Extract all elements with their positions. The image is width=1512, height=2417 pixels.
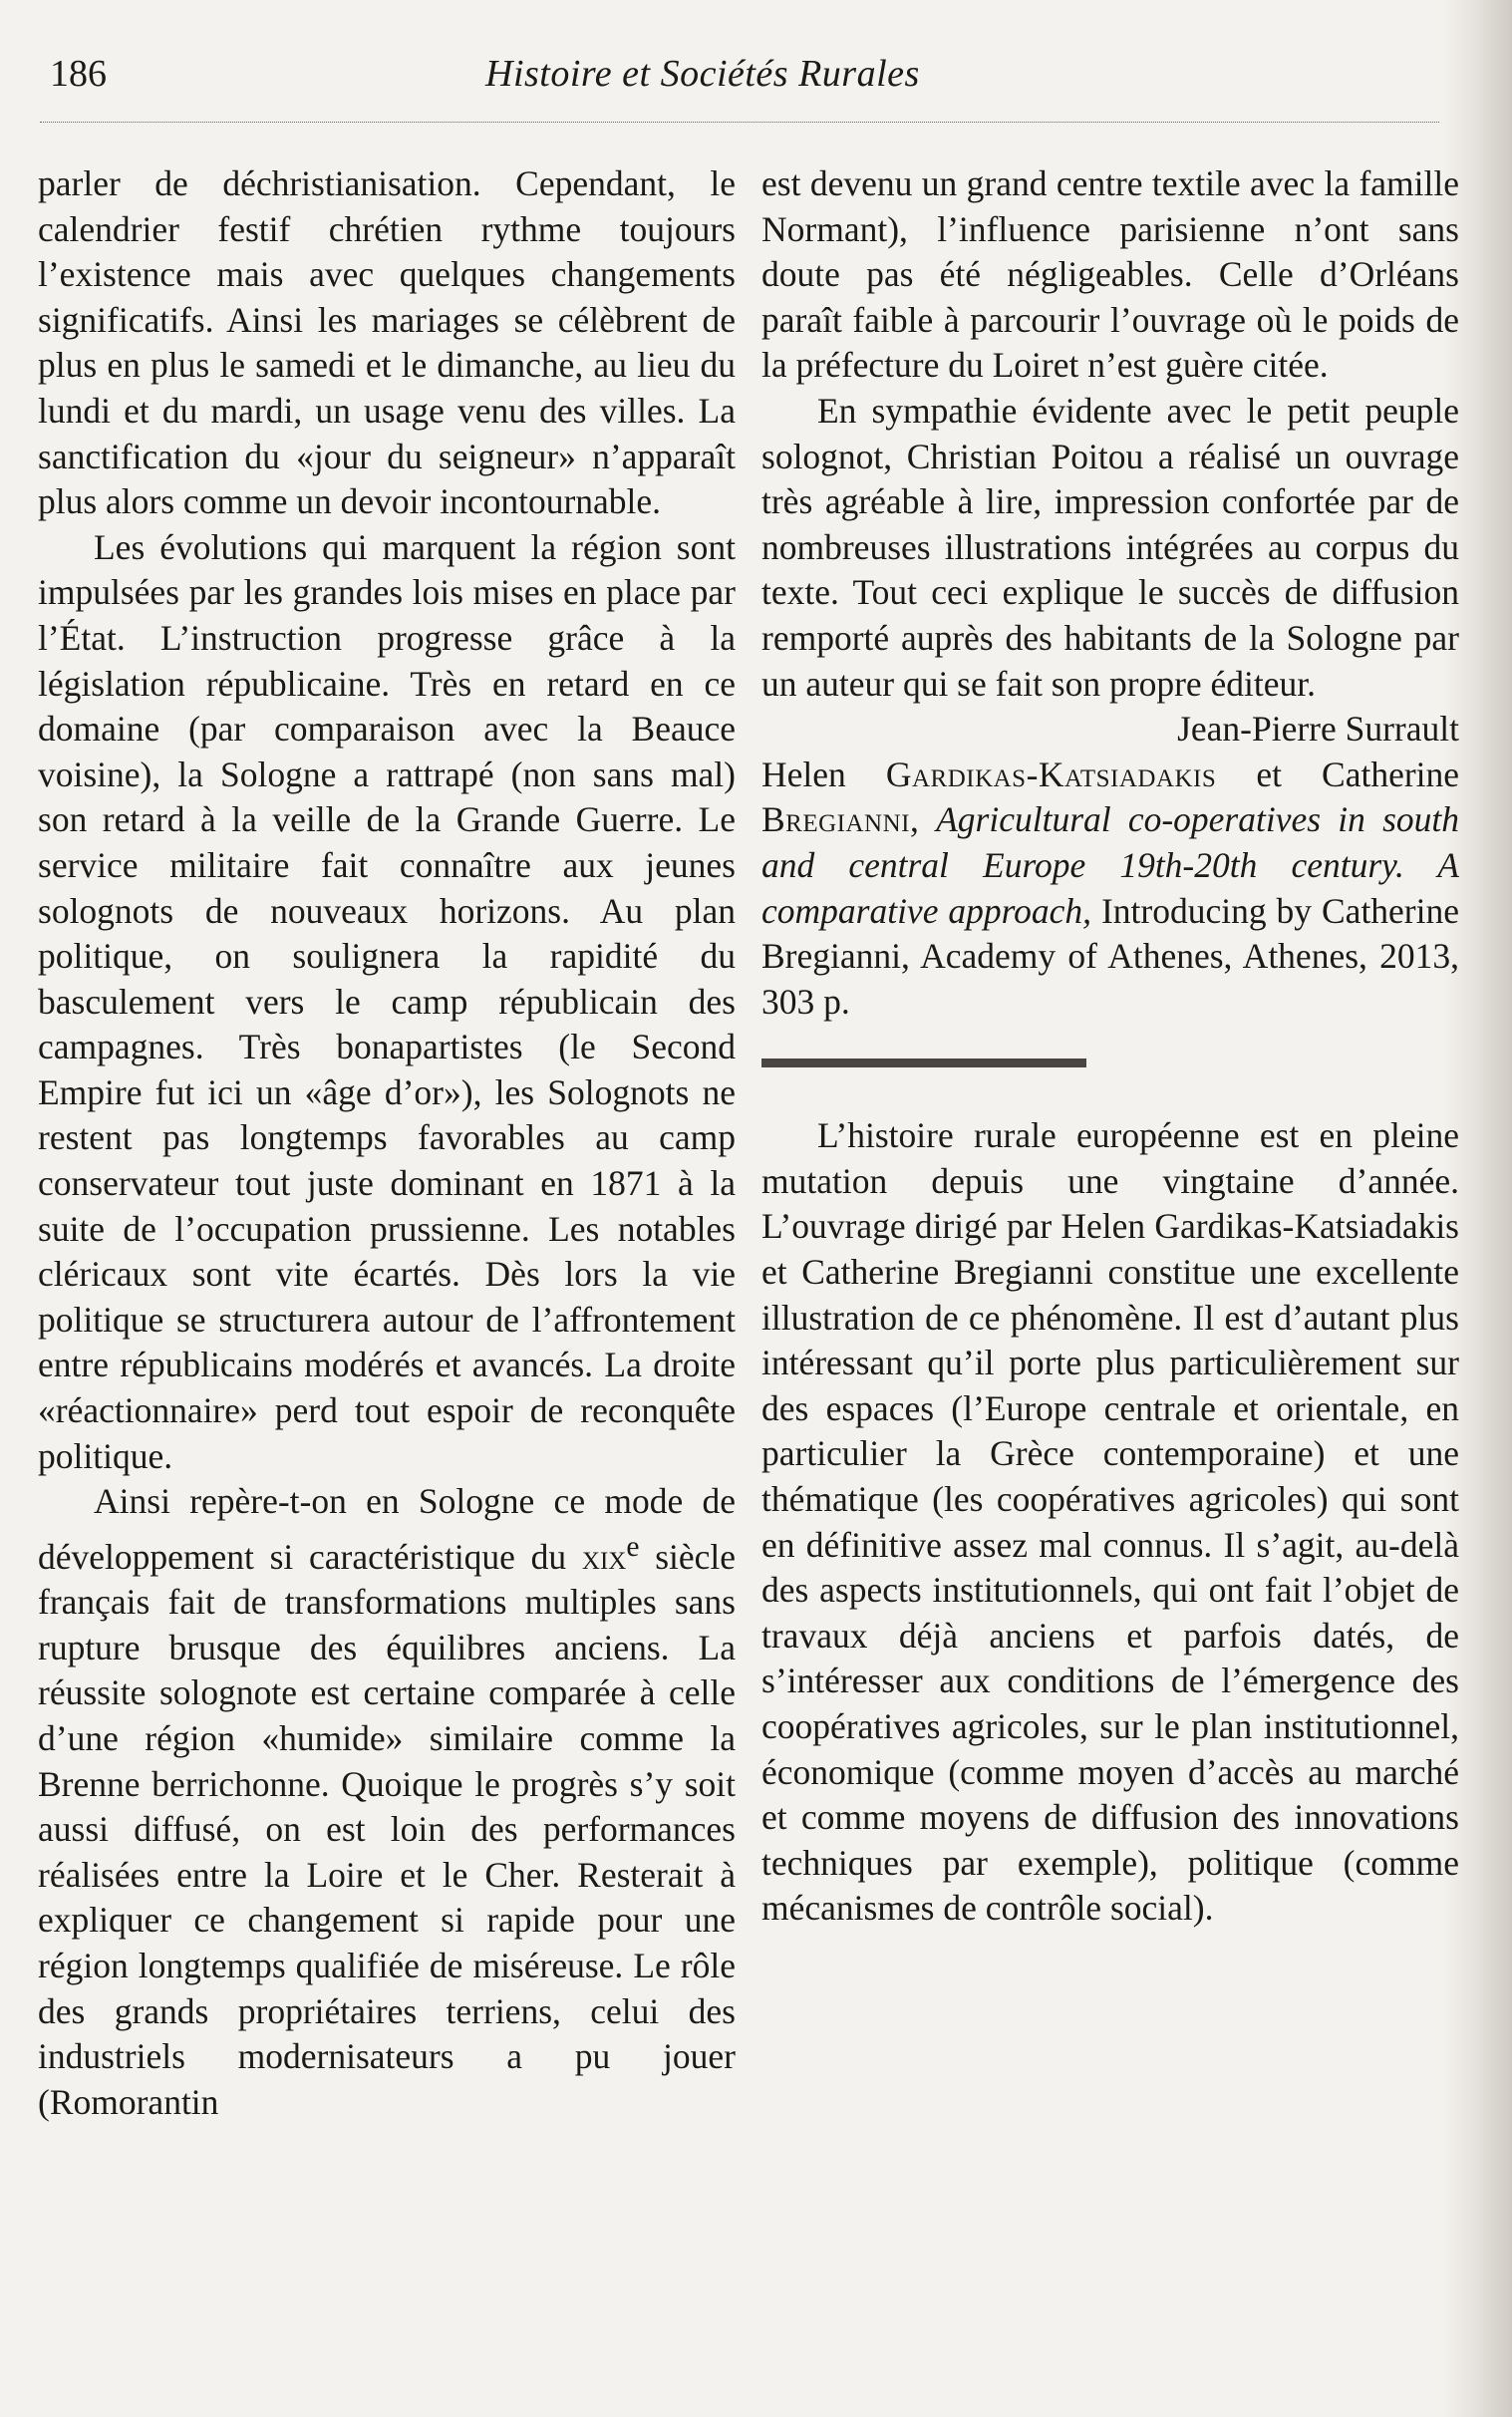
right-column: [761, 161, 1459, 1932]
book-title: Agricultural co-operatives in south and central Europe 19th-20th century. A comparative approach,: [761, 799, 1459, 931]
conjunction: et: [1216, 754, 1323, 794]
paragraph: En sympathie évidente avec le petit peuple solognot, Christian Poitou a réalisé un ouvrage très agréable à lire, impression confortée par de nombreuses illustrations intégrées au corpus du texte. Tout ceci explique le succès de diffusion remporté auprès des habitants de la Sologne par un auteur qui se fait son propre éditeur.: [761, 390, 1459, 704]
paragraph-continuation: est devenu un grand centre textile avec la famille Normant), l’influence parisienne n’ont sans doute pas été négligeables. Celle d’Orléans paraît faible à parcourir l’ouvrage où le poids de la préfecture du Loiret n’est guère citée.: [761, 163, 1459, 386]
author2-last: Bregianni: [761, 799, 910, 840]
paragraph: L’histoire rurale européenne est en pleine mutation depuis une vingtaine d’année. L’ouvrage dirigé par Helen Gardikas-Katsiadakis et Catherine Bregianni constitue une excellente illustration de ce phénomène. Il est d’autant plus intéressant qu’il porte plus particulièrement sur des espaces (l’Europe centrale et orientale, en particulier la Grèce contemporaine) et une thématique (les coopératives agricoles) qui sont en définitive assez mal connus. Il s’agit, au-delà des aspects institutionnels, qui ont fait l’objet de travaux déjà anciens et parfois datés, de s’intéresser aux conditions de l’émergence des coopératives agricoles, sur le plan institutionnel, économique (comme moyen d’accès au marché et comme moyens de diffusion des innovations techniques par exemple), politique (comme mécanismes de contrôle social).: [761, 1115, 1459, 1929]
left-column: [38, 161, 736, 2125]
book-details: Introducing by Catherine Bregianni, Academy of Athenes, Athenes, 2013, 303 p.: [761, 890, 1460, 1022]
author1-last: Gardikas-Katsiadakis: [885, 754, 1217, 794]
century-numeral: xix: [581, 1536, 627, 1577]
paragraph-rest: siècle français fait de transformations multiples sans rupture brusque des équilibres anciens. La réussite solognote est certaine comparée à celle d’une région «humide» similaire comme la Brenne berrichonne. Quoique le progrès s’y soit aussi diffusé, on est loin des performances réalisées entre la Loire et le Cher. Resterait à expliquer ce changement si rapide pour une région longtemps qualifiée de miséreuse. Le rôle des grands propriétaires terriens, celui des industriels modernisateurs a pu jouer (Romorantin: [38, 1536, 737, 2122]
century-superscript: e: [626, 1530, 640, 1563]
page-number: 186: [50, 53, 107, 95]
paragraph-start: Ainsi repère-t-on en Sologne ce mode de développement si caractéristique du: [38, 1481, 736, 1577]
running-head: [40, 52, 1439, 112]
paragraph: Les évolutions qui marquent la région sont impulsées par les grandes lois mises en place par l’État. L’instruction progresse grâce à la législation républicaine. Très en retard en ce domaine (par comparaison avec la Beauce voisine), la Sologne a rattrapé (non sans mal) son retard à la veille de la Grande Guerre. Le service militaire fait connaître aux jeunes solognots de nouveaux horizons. Au plan politique, on soulignera la rapidité du basculement vers le camp républicain des campagnes. Très bonapartistes (le Second Empire fut ici un «âge d’or»), les Solognots ne restent pas longtemps favorables au camp conservateur tout juste dominant en 1871 à la suite de l’occupation prussienne. Les notables cléricaux sont vite écartés. Dès lors la vie politique se structurera autour de l’affrontement entre républicains modérés et avancés. La droite «réactionnaire» perd tout espoir de reconquête politique.: [38, 526, 736, 1476]
review-heading: [761, 753, 1459, 1026]
reviewer-signature: Jean-Pierre Surrault: [1177, 709, 1459, 750]
paragraph: parler de déchristianisation. Cependant, le calendrier festif chrétien rythme toujours l’existence mais avec quelques changements significatifs. Ainsi les mariages se célèbrent de plus en plus le samedi et le dimanche, au lieu du lundi et du mardi, un usage venu des villes. La sanctification du «jour du seigneur» n’apparaît plus alors comme un devoir incontournable.: [38, 163, 736, 522]
journal-title: Histoire et Sociétés Rurales: [485, 53, 920, 95]
separator: ,: [910, 799, 937, 840]
author1-first: Helen: [761, 754, 886, 794]
author2-first: Catherine: [1322, 754, 1460, 794]
header-rule: [40, 122, 1439, 123]
paragraph: [38, 1479, 736, 2125]
review-separator-rule: [761, 1058, 1086, 1067]
